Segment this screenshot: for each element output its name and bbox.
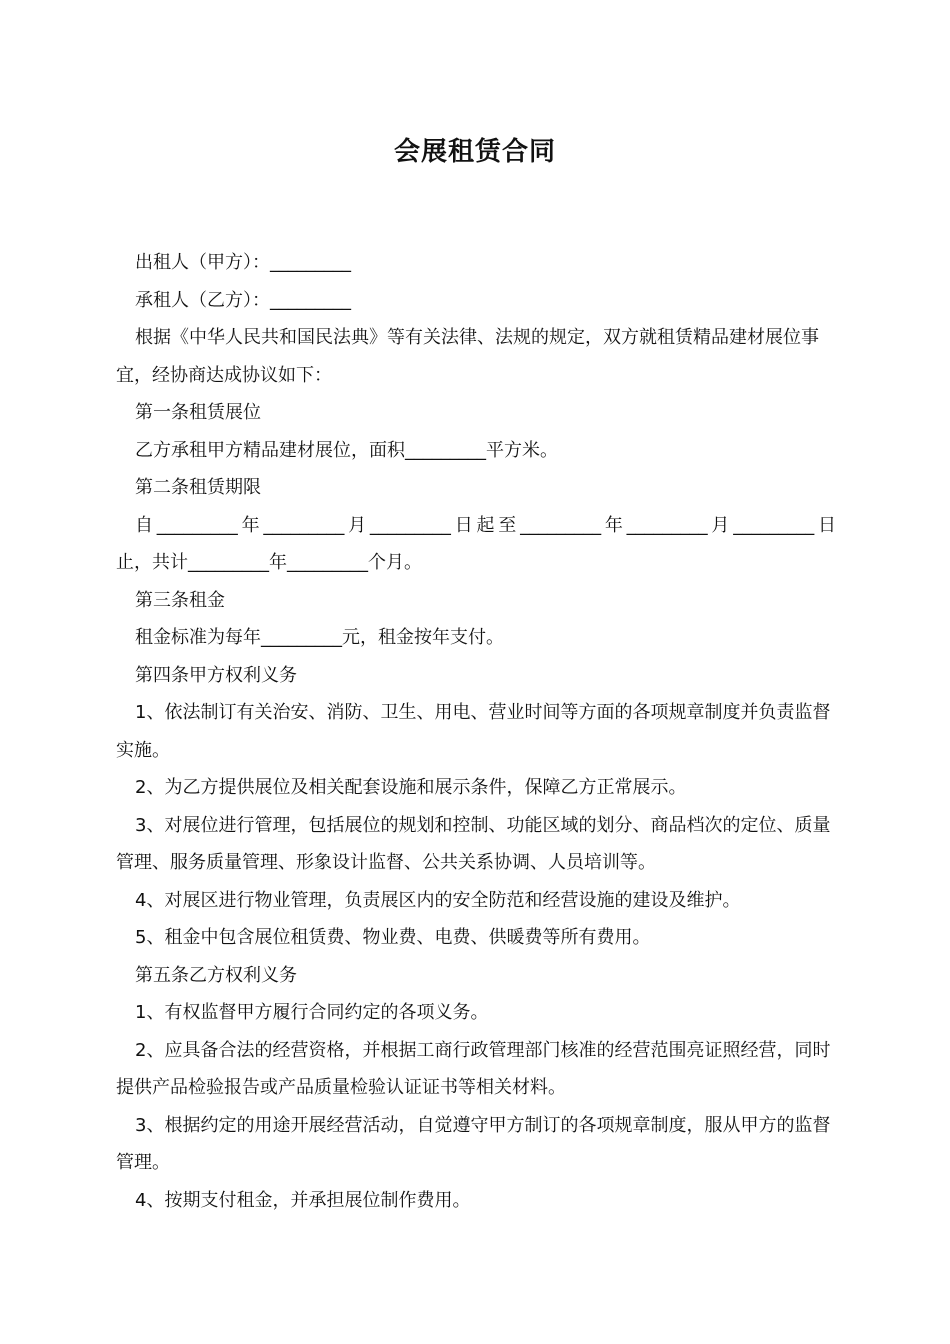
- lessee-line: 承租人（乙方）：_________: [135, 289, 351, 311]
- article-1-text: 乙方承租甲方精品建材展位，面积_________平方米。: [135, 439, 558, 461]
- article-2-heading: 第二条租赁期限: [135, 477, 261, 498]
- article-3-heading: 第三条租金: [135, 589, 225, 611]
- article-4-item-3: 3、对展位进行管理，包括展位的规划和控制、功能区域的划分、商品档次的定位、质量管理、服务质量管理、形象设计监督、公共关系协调、人员培训等。: [116, 814, 831, 873]
- document-body: [116, 244, 836, 1219]
- preamble-paragraph: 根据《中华人民共和国民法典》等有关法律、法规的规定，双方就租赁精品建材展位事宜，经协商达成协议如下：: [116, 327, 819, 386]
- article-2-term-line-2: 止，共计_________年_________个月。: [116, 552, 422, 573]
- document-title: 会展租赁合同: [393, 137, 556, 167]
- lessor-line: 出租人（甲方）：_________: [135, 252, 351, 273]
- article-4-item-5: 5、租金中包含展位租赁费、物业费、电费、供暖费等所有费用。: [135, 927, 651, 948]
- article-4-heading: 第四条甲方权利义务: [135, 664, 297, 686]
- article-1-heading: 第一条租赁展位: [135, 402, 261, 423]
- article-3-text: 租金标准为每年_________元，租金按年支付。: [135, 627, 504, 648]
- article-5-item-1: 1、有权监督甲方履行合同约定的各项义务。: [135, 1002, 489, 1023]
- article-5-item-2: 2、应具备合法的经营资格，并根据工商行政管理部门核准的经营范围亮证照经营，同时提供产品检验报告或产品质量检验认证证书等相关材料。: [116, 1039, 831, 1098]
- article-5-heading: 第五条乙方权利义务: [135, 964, 297, 986]
- article-5-item-4: 4、按期支付租金，并承担展位制作费用。: [135, 1189, 471, 1211]
- article-5-item-3: 3、根据约定的用途开展经营活动，自觉遵守甲方制订的各项规章制度，服从甲方的监督管理。: [116, 1114, 831, 1173]
- article-4-item-2: 2、为乙方提供展位及相关配套设施和展示条件，保障乙方正常展示。: [135, 777, 687, 798]
- article-4-item-1: 1、依法制订有关治安、消防、卫生、用电、营业时间等方面的各项规章制度并负责监督实施。: [116, 702, 831, 761]
- article-2-term-line-1: 自_________年_________月_________日起至_________年_________月_________日: [135, 514, 836, 536]
- article-4-item-4: 4、对展区进行物业管理，负责展区内的安全防范和经营设施的建设及维护。: [135, 889, 741, 911]
